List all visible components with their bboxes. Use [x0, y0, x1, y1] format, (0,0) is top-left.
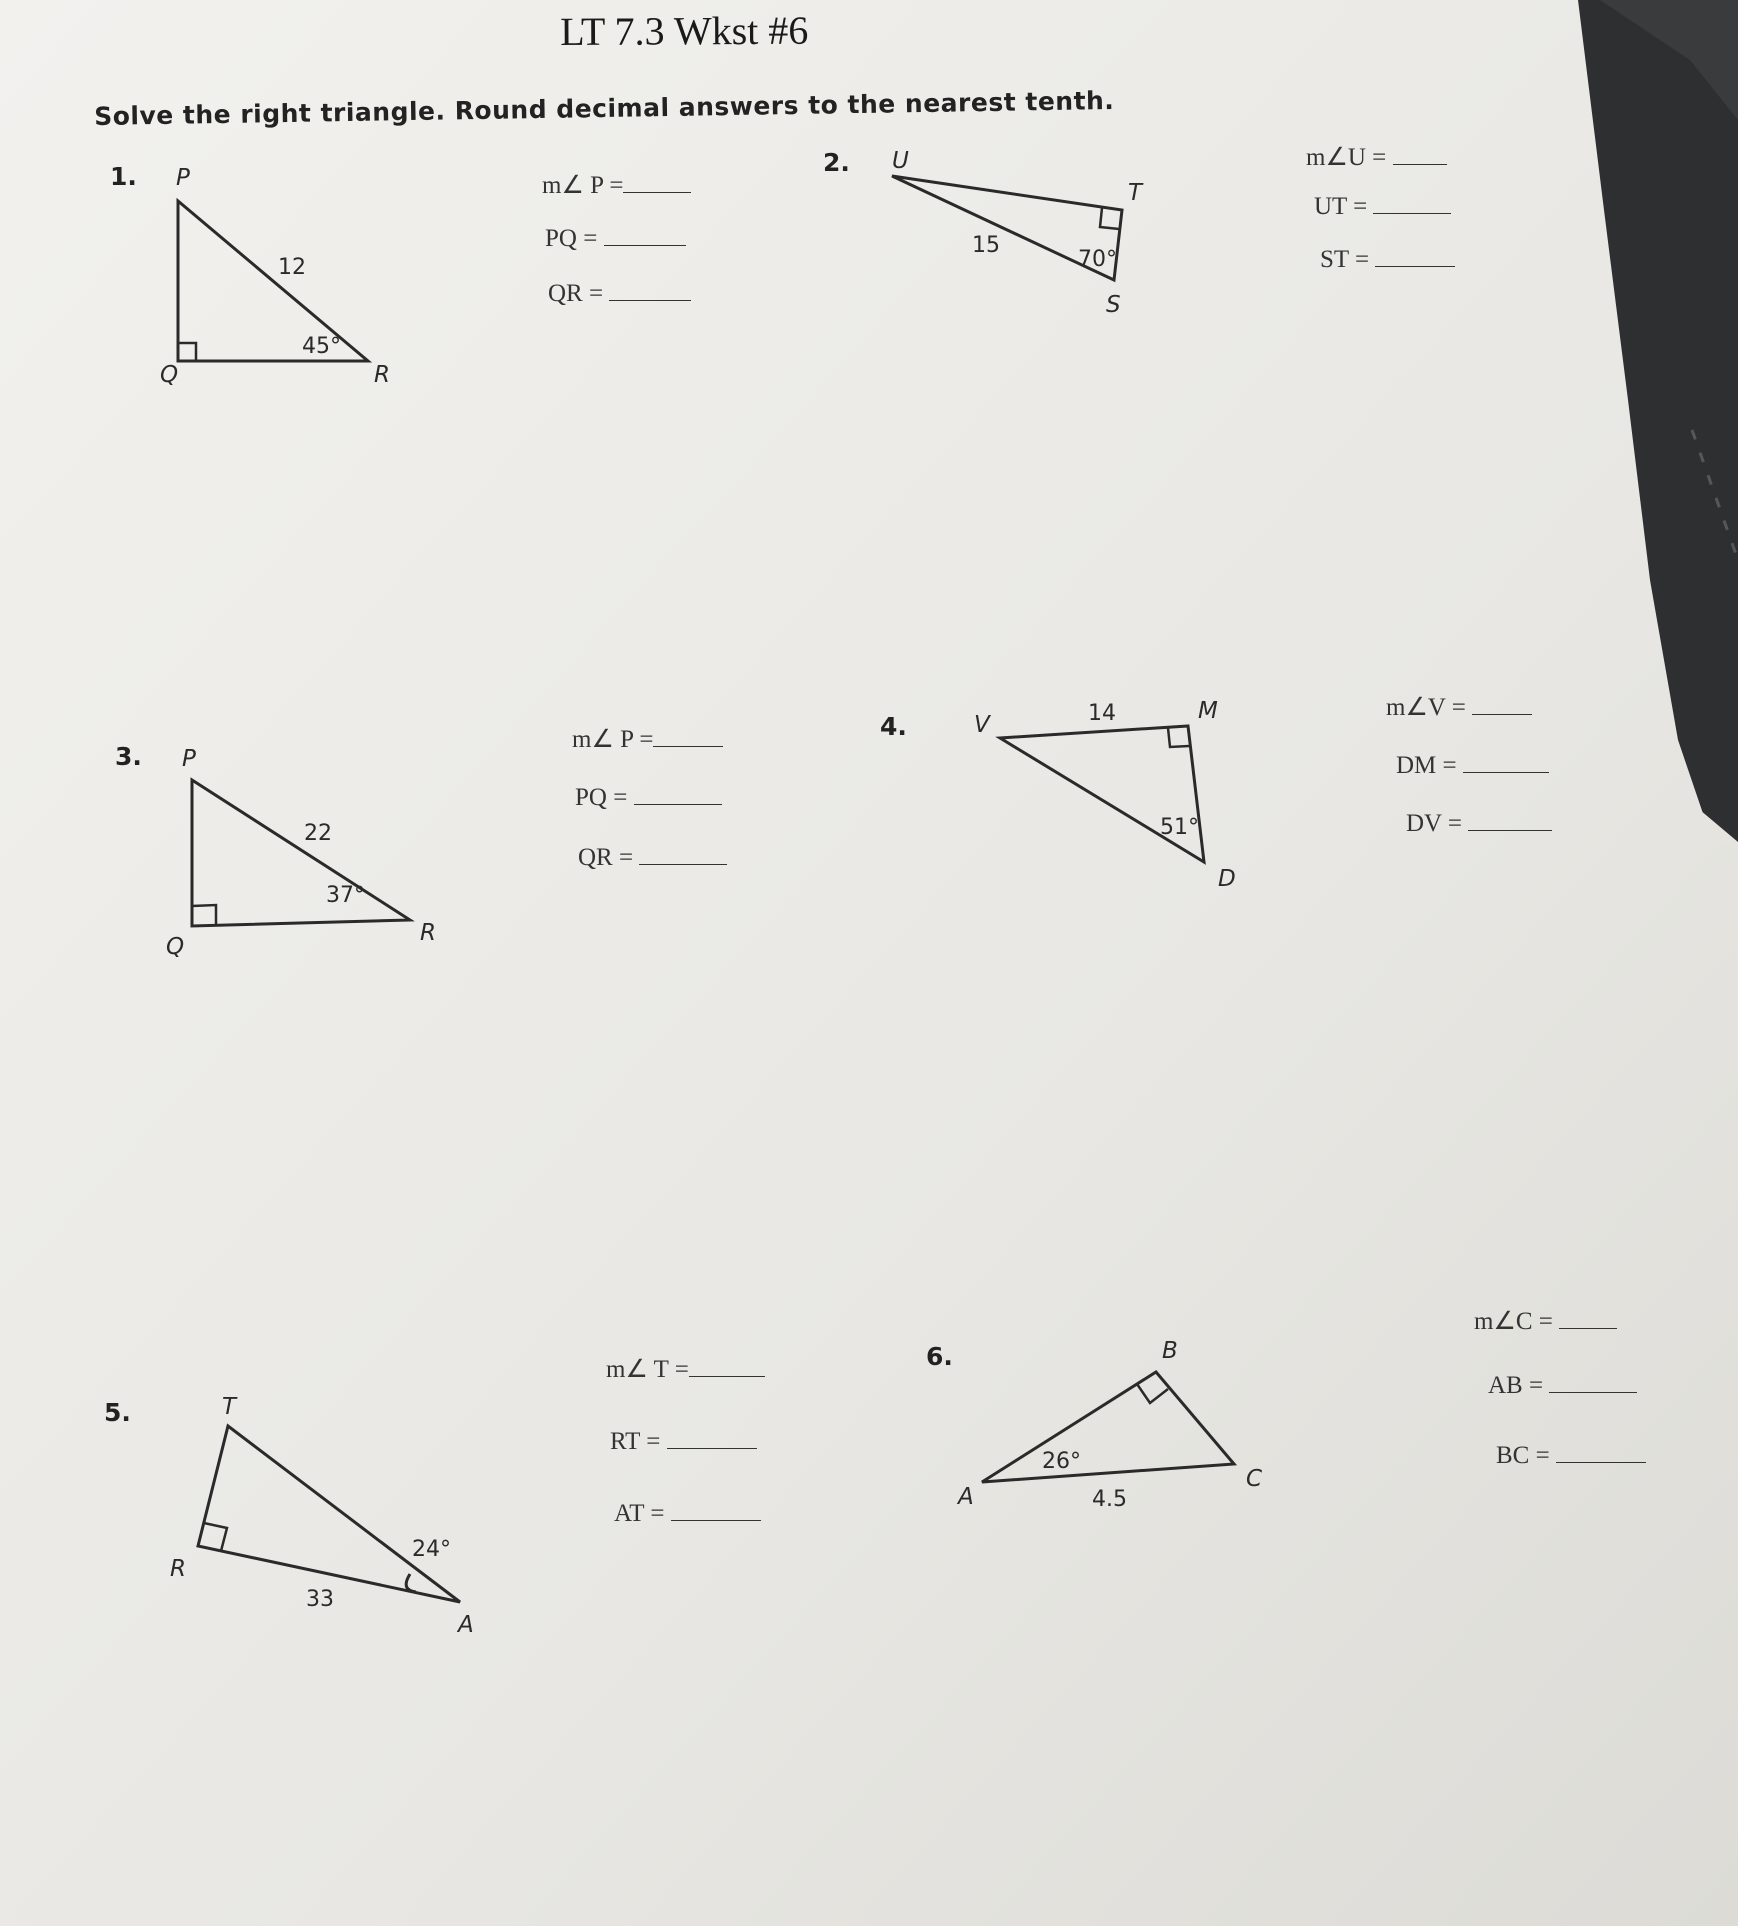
answer-blank[interactable]: [1373, 209, 1451, 214]
problem-2-triangle: [860, 140, 1150, 340]
problem-3-answer-side-2: QR =: [578, 844, 727, 872]
problem-1-answer-side-2: QR =: [548, 280, 691, 308]
answer-blank[interactable]: [1556, 1458, 1646, 1463]
answer-blank[interactable]: [1463, 768, 1549, 773]
problem-2-answer-angle: m∠U =: [1306, 142, 1447, 172]
problem-5-answer-angle: m∠ T =: [606, 1354, 765, 1384]
problem-4-answer-side-2: DV =: [1406, 810, 1552, 838]
problem-4-answer-angle: m∠V =: [1386, 692, 1532, 722]
answer-blank[interactable]: [1549, 1388, 1637, 1393]
answer-blank[interactable]: [639, 860, 727, 865]
answer-blank[interactable]: [671, 1516, 761, 1521]
answer-blank[interactable]: [1472, 710, 1532, 715]
problem-6-angle-label: 26°: [1042, 1449, 1081, 1474]
problem-3-vertex-r: R: [420, 920, 436, 946]
problem-1-vertex-q: Q: [160, 362, 179, 388]
problem-4-vertex-d: D: [1218, 866, 1236, 892]
answer-blank[interactable]: [623, 188, 691, 193]
problem-4-answer-side-1: DM =: [1396, 752, 1549, 780]
problem-2-number: 2.: [823, 148, 850, 177]
problem-2-vertex-s: S: [1106, 292, 1121, 318]
problem-3-side-label: 22: [304, 821, 332, 846]
problem-6-answer-side-2: BC =: [1496, 1442, 1646, 1470]
problem-6-vertex-a: A: [958, 1484, 974, 1510]
problem-3-triangle: [160, 740, 460, 980]
answer-blank[interactable]: [604, 241, 686, 246]
problem-2-side-label: 15: [972, 233, 1000, 258]
problem-5-number: 5.: [104, 1398, 131, 1427]
problem-5-side-label: 33: [306, 1587, 334, 1612]
problem-1-vertex-r: R: [374, 362, 390, 388]
instructions: Solve the right triangle. Round decimal answers to the nearest tenth.: [94, 85, 1115, 131]
problem-6-answer-angle: m∠C =: [1474, 1306, 1617, 1336]
answer-blank[interactable]: [634, 800, 722, 805]
problem-2-vertex-t: T: [1128, 180, 1143, 206]
answer-blank[interactable]: [667, 1444, 757, 1449]
answer-blank[interactable]: [1468, 826, 1552, 831]
problem-5-angle-label: 24°: [412, 1537, 451, 1562]
problem-4-side-label: 14: [1088, 701, 1116, 726]
problem-5-answer-side-1: RT =: [610, 1428, 757, 1456]
answer-blank[interactable]: [689, 1372, 765, 1377]
problem-6-answer-side-1: AB =: [1488, 1372, 1637, 1400]
answer-blank[interactable]: [1393, 160, 1447, 165]
problem-3-number: 3.: [115, 742, 142, 771]
problem-6-triangle: [950, 1320, 1290, 1540]
problem-1-side-label: 12: [278, 255, 306, 280]
problem-1-angle-label: 45°: [302, 334, 341, 359]
problem-3-vertex-p: P: [182, 746, 196, 772]
problem-4-triangle: [960, 690, 1250, 900]
problem-4-number: 4.: [880, 712, 907, 741]
problem-3-answer-angle: m∠ P =: [572, 724, 723, 754]
problem-5-answer-side-2: AT =: [614, 1500, 761, 1528]
problem-5-vertex-t: T: [222, 1394, 237, 1420]
answer-blank[interactable]: [653, 742, 723, 747]
problem-2-answer-side-2: ST =: [1320, 246, 1455, 274]
problem-2-angle-label: 70°: [1078, 247, 1117, 272]
problem-6-vertex-c: C: [1246, 1466, 1263, 1492]
problem-4-vertex-m: M: [1198, 698, 1218, 724]
problem-3-vertex-q: Q: [166, 934, 185, 960]
problem-6-vertex-b: B: [1162, 1338, 1178, 1364]
problem-1-number: 1.: [110, 162, 137, 191]
answer-blank[interactable]: [1559, 1324, 1617, 1329]
problem-4-vertex-v: V: [974, 712, 990, 738]
problem-1-vertex-p: P: [176, 165, 190, 191]
answer-blank[interactable]: [1375, 262, 1455, 267]
worksheet-title: LT 7.3 Wkst #6: [560, 7, 809, 54]
answer-blank[interactable]: [609, 296, 691, 301]
problem-5-triangle: [160, 1380, 500, 1640]
problem-5-vertex-r: R: [170, 1556, 186, 1582]
problem-2-answer-side-1: UT =: [1314, 193, 1451, 221]
problem-2-vertex-u: U: [892, 148, 909, 174]
problem-3-angle-label: 37°: [326, 883, 365, 908]
problem-1-answer-angle: m∠ P =: [542, 170, 691, 200]
problem-6-number: 6.: [926, 1342, 953, 1371]
problem-1-triangle: [150, 160, 430, 400]
problem-3-answer-side-1: PQ =: [575, 784, 722, 812]
problem-1-answer-side-1: PQ =: [545, 225, 686, 253]
problem-5-vertex-a: A: [458, 1612, 474, 1638]
problem-4-angle-label: 51°: [1160, 815, 1199, 840]
problem-6-side-label: 4.5: [1092, 1487, 1127, 1512]
